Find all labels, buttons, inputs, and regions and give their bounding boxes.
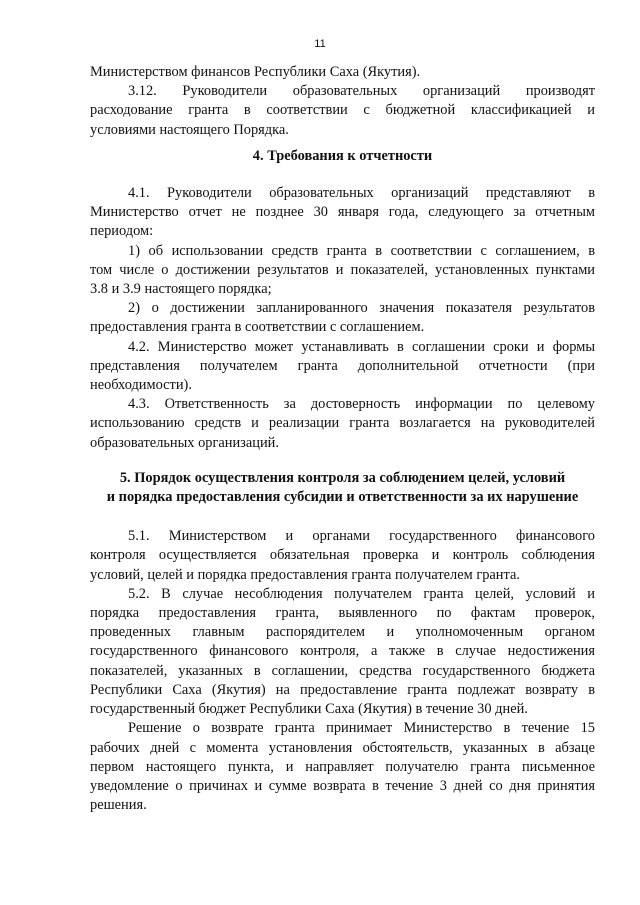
text-line: образовательных организаций. [90,434,279,451]
text-line: 4.1. Руководители образовательных организаций представляют в [128,185,595,202]
section-heading-4: 4. Требования к отчетности [252,147,433,164]
text-line: периодом: [90,223,154,240]
text-line: Решение о возврате гранта принимает Министерство в течение 15 [128,720,595,737]
paragraph-3-12 [90,82,595,140]
text-line: 4.2. Министерство может устанавливать в соглашении сроки и формы [128,338,595,355]
document-body [90,63,595,815]
text-line: контроля осуществляется обязательная проверка и контроль соблюдения [90,547,595,564]
text-line: Министерством финансов Республики Саха (Якутия). [90,64,421,80]
section-heading-5-line-1: 5. Порядок осуществления контроля за соблюдением целей, условий [119,469,566,486]
text-line: условий, целей и порядка предоставления гранта получателем гранта. [90,566,520,583]
section-heading-5-line-2: и порядка предоставления субсидии и ответственности за их нарушение [106,489,579,506]
text-line: Министерство отчет не позднее 30 января года, следующего за отчетным [90,204,595,221]
text-line: 2) о достижении запланированного значения показателя результатов [128,300,595,317]
text-line: использованию средств и реализации гранта возлагается на руководителей [90,415,595,432]
text-line: государственного финансового контроля, а также в случае недостижения [90,643,595,660]
page-number: 11 [314,38,326,50]
text-line: предоставления гранта в соответствии с соглашением. [90,319,425,336]
text-line: 3.8 и 3.9 настоящего порядка; [90,281,272,298]
paragraph-4-2 [90,338,595,396]
section-heading-5 [90,469,595,507]
paragraph-3-11-end [90,63,595,82]
text-line: уведомление о причинах и сумме возврата в течение 3 дней со дня принятия [90,777,595,794]
text-line: расходование гранта в соответствии с бюджетной классификацией и [90,102,595,119]
text-line: решения. [90,797,147,814]
paragraph-4-1-item-2 [90,299,595,337]
text-line: необходимости). [90,377,192,394]
text-line: 4.3. Ответственность за достоверность информации по целевому [128,396,595,413]
paragraph-4-3 [90,395,595,453]
text-line: условиями настоящего Порядка. [90,121,289,138]
text-line: 1) об использовании средств гранта в соответствии с соглашением, в [128,242,595,259]
paragraph-5-2-decision [90,719,595,815]
paragraph-4-1-item-1 [90,242,595,300]
text-line: показателей, указанных в соглашении, средства государственного бюджета [90,662,595,679]
paragraph-4-1 [90,184,595,242]
text-line: государственный бюджет Республики Саха (Якутия) в течение 30 дней. [90,701,528,718]
text-line: порядка предоставления гранта, выявленного по фактам проверок, [90,605,595,622]
paragraph-5-1 [90,527,595,585]
text-line: 5.2. В случае несоблюдения получателем гранта целей, условий и [128,585,595,602]
paragraph-5-2 [90,585,595,719]
text-line: Республики Саха (Якутия) на предоставление гранта подлежат возврату в [90,681,595,698]
text-line: проведенных главным распорядителем и уполномоченным органом [90,624,595,641]
text-line: 3.12. Руководители образовательных организаций производят [128,83,595,100]
text-line: первом настоящего пункта, и направляет получателю гранта письменное [90,758,595,775]
text-line: представления получателем гранта дополнительной отчетности (при [90,357,595,374]
text-line: рабочих дней с момента установления обстоятельств, указанных в абзаце [90,739,595,756]
text-line: 5.1. Министерством и органами государственного финансового [128,528,595,545]
text-line: том числе о достижении результатов и показателей, установленных пунктами [90,261,595,278]
